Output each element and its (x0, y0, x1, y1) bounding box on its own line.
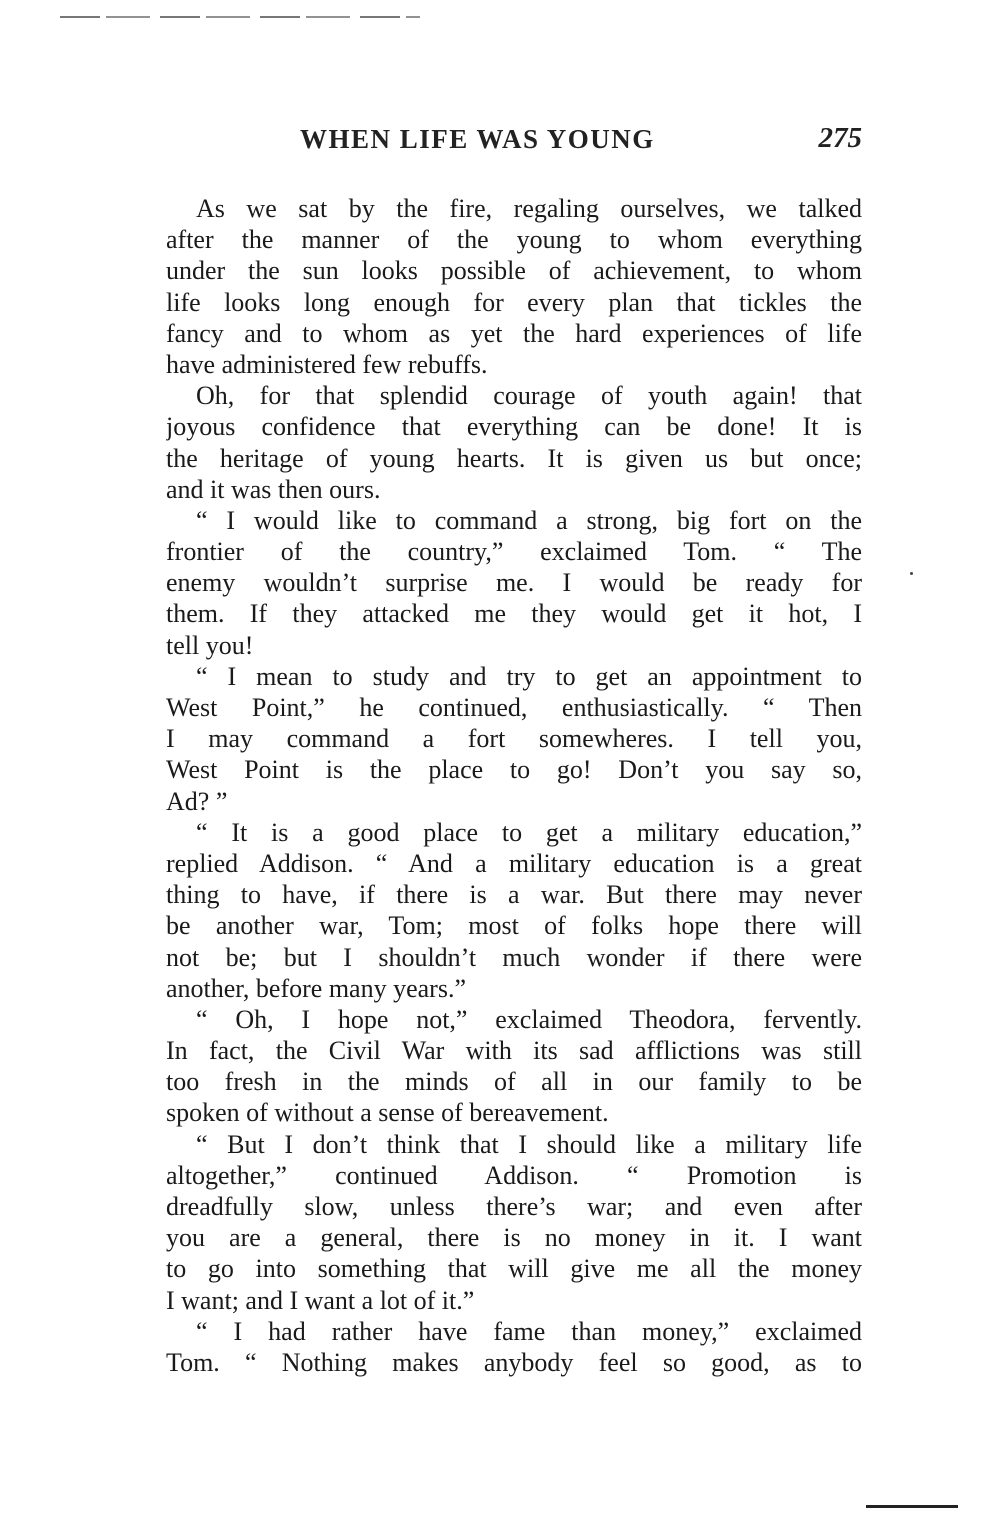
running-title: WHEN LIFE WAS YOUNG (300, 124, 655, 154)
scan-edge-mark-top (60, 16, 420, 18)
text-line: West Point,” he continued, enthusiastically. “ Then (166, 693, 862, 722)
text-line: to go into something that will give me all the money (166, 1254, 862, 1284)
text-line: frontier of the country,” exclaimed Tom. “ The (166, 537, 862, 567)
text-line: Ad? ” (166, 786, 228, 816)
text-line: fancy and to whom as yet the hard experiences of life (166, 318, 862, 348)
text-line: “ Oh, I hope not,” exclaimed Theodora, fervently. (196, 1004, 862, 1034)
text-line: under the sun looks possible of achievement, to whom (166, 256, 862, 286)
text-line: be another war, Tom; most of folks hope there will (166, 911, 862, 941)
text-line: “ I mean to study and try to get an appointment to (196, 661, 862, 691)
text-line: replied Addison. “ And a military education is a great (166, 848, 862, 878)
text-line: In fact, the Civil War with its sad afflictions was still (166, 1036, 862, 1066)
text-line: you are a general, there is no money in it. I want (166, 1223, 862, 1253)
text-line: dreadfully slow, unless there’s war; and even after (166, 1192, 862, 1221)
text-line: another, before many years.” (166, 973, 466, 1003)
text-line: life looks long enough for every plan that tickles the (166, 287, 862, 317)
text-line: I want; and I want a lot of it.” (166, 1285, 475, 1315)
text-line: altogether,” continued Addison. “ Promotion is (166, 1160, 862, 1190)
text-line: not be; but I shouldn’t much wonder if there were (166, 942, 862, 972)
text-line: thing to have, if there is a war. But there may never (166, 880, 862, 910)
text-line: spoken of without a sense of bereavement. (166, 1098, 609, 1128)
text-line: Tom. “ Nothing makes anybody feel so good, as to (166, 1347, 862, 1377)
text-line: As we sat by the fire, regaling ourselves, we talked (196, 194, 862, 223)
text-line: I may command a fort somewheres. I tell you, (166, 724, 862, 754)
text-line: Oh, for that splendid courage of youth again! that (196, 381, 862, 411)
text-line: too fresh in the minds of all in our family to be (166, 1067, 862, 1097)
text-line: tell you! (166, 630, 254, 660)
text-line: “ But I don’t think that I should like a military life (196, 1129, 862, 1159)
scan-edge-mark-bottom (866, 1505, 958, 1508)
body-text (166, 193, 862, 1378)
text-line: “ I would like to command a strong, big fort on the (196, 505, 862, 535)
text-line: “ It is a good place to get a military education,” (196, 817, 862, 847)
text-line: enemy wouldn’t surprise me. I would be ready for (166, 568, 862, 598)
text-line: West Point is the place to go! Don’t you say so, (166, 755, 862, 785)
text-line: “ I had rather have fame than money,” exclaimed (196, 1316, 862, 1346)
text-line: have administered few rebuffs. (166, 349, 488, 379)
text-line: and it was then ours. (166, 474, 381, 504)
page-number: 275 (818, 122, 862, 154)
text-line: the heritage of young hearts. It is given us but once; (166, 443, 862, 473)
text-line: joyous confidence that everything can be done! It is (166, 412, 862, 442)
text-line: after the manner of the young to whom everything (166, 225, 862, 255)
running-head (300, 124, 862, 160)
scan-speck (910, 572, 913, 575)
text-line: them. If they attacked me they would get it hot, I (166, 599, 862, 629)
